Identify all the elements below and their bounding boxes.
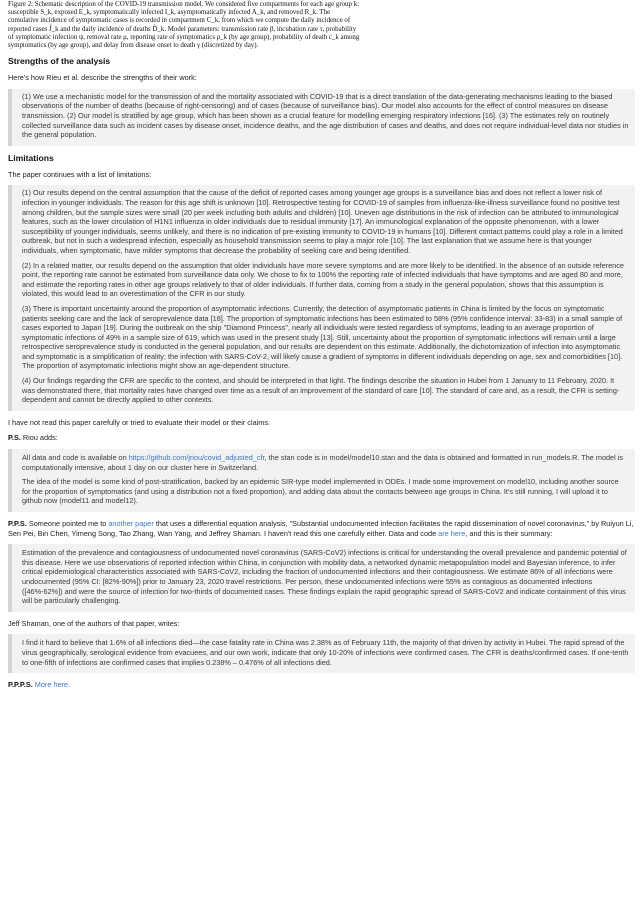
figure-caption: Figure 2: Schematic description of the COVID-19 transmission model. We considered five compartments for each age group k: susceptible S_k, exposed E_k, symptomatically infected I_k, asymptomatically infected A_k, and removed R_k. The cumulative incidence of symptomatic cases is recorded in compartment C_k, from which we compute the daily incidence of reported cases J̃_k and the daily incidence of deaths D̃_k. Model parameters: transmission rate β, incubation rate τ, probability of symptomatic infection ψ, removal rate μ, reporting rate of symptomatics ρ_k (by age group), probability of death c_k among symptomatics (by age group), and delay from disease onset to death γ (discretized by day). [8, 1, 360, 50]
are-here-link[interactable]: are here [438, 528, 466, 538]
github-link[interactable]: https://github.com/jriou/covid_adjusted_cfr [128, 453, 265, 463]
pps-text-after: , and this is their summary: [465, 528, 553, 538]
pps-paragraph [8, 519, 635, 538]
ps-quote-1-before: All data and code is available on [22, 453, 129, 463]
strengths-intro: Here's how Rieu et al. describe the strengths of their work: [8, 73, 197, 83]
limitations-intro: The paper continues with a list of limitations: [8, 169, 152, 179]
limitations-heading: Limitations [8, 152, 54, 163]
ppps-label: P.P.P.S. [8, 680, 33, 690]
limitation-3: (3) There is important uncertainty around the proportion of asymptomatic infections. Currently, the detection of asymptomatic patients in China is limited by the focus on symptomatic patients seeking care and the lack of seroprevalence data [18]. The proportion of symptomatic infections has been estimated to 58% (95% confidence interval: 33-83) in a small sample of cases exported to Japan [19]. During the outbreak on the ship "Diamond Princess", nearly all individuals were tested regardless of symptoms, leading to an average proportion of symptomatic infections of 49% in a sample size of 619, which was used in the present study [13]. Still, uncertainty about the proportion of symptomatic infections will remain until a large retrospective seroprevalence study is conducted in the general population, and our results are dependent on this estimate. Additionally, the dichotomization of infection into asymptomatic and symptomatic is a simplification of reality; the infection with SARS-CoV-2, will likely cause a gradient of symptoms in different individuals depending on age, sex and comorbidities [10]. The proportion of asymptomatic infections might show an age-dependent structure. [22, 303, 623, 371]
ps-quote [8, 449, 635, 512]
limitation-1: (1) Our results depend on the central assumption that the cause of the deficit of reported cases among younger age groups is a surveillance bias and does not reflect a lower risk of infection in younger individuals. The reason for this age shift is unknown [10]. Retrospective testing for COVID-19 of samples from influenza-like-illness surveillance found no positive test among children, but the sample sizes were small (20 per week including both adults and children) [10]. Uneven age distributions in the risk of infection can be attributed to immunological features, such as the lower circulation of H1N1 influenza in older individuals due to residual immunity [17]. An immunological explanation of the opposite phenomenon, with a lower susceptibility of younger individuals, seems unlikely, and there is no indication of pre-existing immunity to COVID-19 in humans [10]. Different contact patterns could play a role in a limited outbreak, but not in such a widespread infection, especially as household transmission seems to play a major role [10]. The last explanation that we assume here is that younger individuals, when symptomatic, have milder symptoms that decrease the probability of seeking care and being identified. [22, 188, 623, 255]
pps-quote [8, 544, 635, 612]
author-note: I have not read this paper carefully or tried to evaluate their model or their claims. [8, 417, 271, 427]
shaman-intro: Jeff Shaman, one of the authors of that paper, writes: [8, 618, 180, 628]
shaman-quote-text: I find it hard to believe that 1.6% of all infections died—the case fatality rate in China was 2.38% as of February 11th, the majority of that driven by activity in Hubei. The rapid spread of the virus geographically, serological evidence from evacuees, and our own work, indicate that only 10-20% of infections were confirmed cases. The CFR is deaths/confirmed cases. If one-tenth to one-fifth of infections are confirmed cases that implies 0.238% – 0.476% of all infections died. [22, 638, 629, 667]
ps-quote-1 [22, 453, 629, 472]
more-here-link[interactable]: More here. [34, 680, 71, 690]
another-paper-link[interactable]: another paper [108, 519, 154, 528]
ps-intro [8, 433, 635, 443]
ps-quote-1-after: , the stan code is in model/model10.stan and the data is obtained and formatted in run_models.R. The model is computationally intensive, about 1 day on our cluster here in Switzerland. [22, 453, 624, 472]
strengths-quote-text: (1) We use a mechanistic model for the transmission of and the mortality associated with COVID-19 that is a direct translation of the data-generating mechanisms leading to the biased observations of the number of deaths (because of right-censoring) and of cases (because of surveillance bias). Our model also accounts for the effect of control measures on disease transmission. (2) Our model is stratified by age group, which has been shown as a crucial feature for modelling emerging respiratory infections [16]. (3) The estimates rely on routinely collected surveillance data such as incident cases by disease onset, incidence deaths, and the age distribution of cases and deaths, and does not require individual-level data nor studies in the general population. [22, 91, 629, 140]
strengths-heading: Strengths of the analysis [8, 56, 111, 67]
ps-label: P.S. [8, 433, 21, 443]
pps-text-mid: that uses a differential equation analysis, "Substantial undocumented infection facilitates the rapid dissemination of novel coronavirus," by Ruiyun Li, Sen Pei, Bin Chen, Yimeng Song, Tao Zhang, Wan Yang, and Jeffrey Shaman. I haven't read this one carefully either. Data and code [8, 519, 634, 538]
limitations-quote [8, 185, 635, 410]
limitation-2: (2) In a related matter, our results depend on the assumption that older individuals have more severe symptoms and are more likely to be identified. In the absence of an outside reference point, the reporting rate cannot be estimated from surveillance data only. We chose to fix to 100% the reporting rate of infected individuals that have symptoms and are aged 80 and more, and estimate the reporting rates in other age groups relatively to that of older individuals. If further data, coming from a study in the general population, shows that this assumption is violated, this would lead to an overestimation of the CFR in our study. [22, 260, 624, 299]
pps-quote-text: Estimation of the prevalence and contagiousness of undocumented novel coronavirus (SARS-CoV2) infections is critical for understanding the overall prevalence and pandemic potential of this disease. Here we use observations of reported infection within China, in conjunction with mobility data, a networked dynamic metapopulation model and Bayesian inference, to infer critical epidemiological characteristics associated with SARS-CoV2, including the fraction of undocumented infections and their contagiousness. We estimate 86% of all infections were undocumented (95% CI: [82%-90%]) prior to January 23, 2020 travel restrictions. Per person, these undocumented infections were 55% as contagious as documented infections ([46%-62%]) and were the source of infection for two-thirds of documented cases. These findings explain the rapid geographic spread of SARS-CoV2 and indicate containment of this virus will be particularly challenging. [22, 548, 627, 606]
strengths-quote [8, 89, 635, 146]
limitation-4: (4) Our findings regarding the CFR are specific to the context, and should be interpreted in that light. The findings describe the situation in Hubei from 1 January to 11 February, 2020. It was demonstrated there, that mortality rates have changed over time as a result of an improvement of the standard of care [10]. The standard of care and, as a result, the CFR is setting-dependent and cannot be directly applied to other contexts. [22, 376, 620, 405]
pps-label: P.P.S. [8, 519, 27, 528]
ps-quote-2: The idea of the model is some kind of post-stratification, backed by an epidemic SIR-type model implemented in ODEs. I made some improvement on model10, including another source for the proportion of symptomatics (and using a distribution not a fixed proportion), and adding data about the contacts between age groups in China. It's still running, I will upload it to github now (model11 and model12). [22, 477, 619, 506]
ppps-paragraph [8, 680, 635, 690]
pps-text-before: Someone pointed me to [26, 519, 109, 528]
ps-intro-text: Riou adds: [20, 433, 58, 443]
shaman-quote [8, 634, 635, 673]
